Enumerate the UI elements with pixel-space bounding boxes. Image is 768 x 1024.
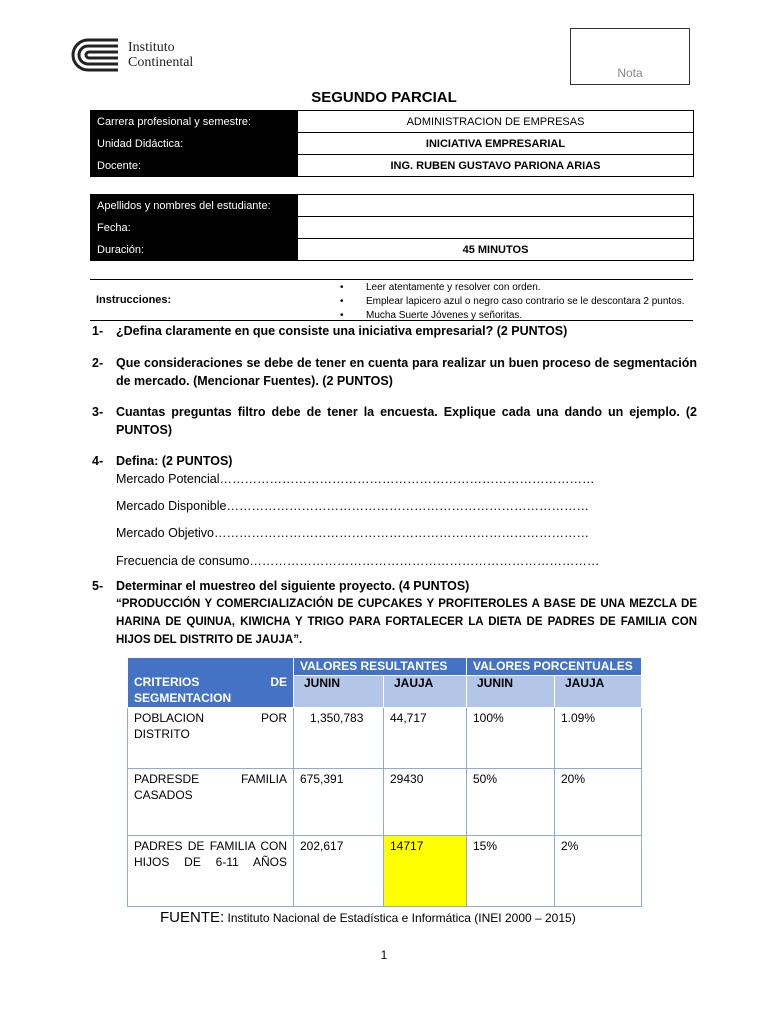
definition-potential: Mercado Potencial……………………………………………………………………………… [116,472,595,486]
student-name-label: Apellidos y nombres del estudiante: [91,195,298,217]
career-label: Carrera profesional y semestre: [91,111,298,133]
col-header-junin-pct: JUNIN [467,676,555,708]
table-row [91,217,694,239]
exam-title: SEGUNDO PARCIAL [311,89,457,106]
criterion-cell: POBLACION POR DISTRITO [128,708,294,769]
col-header-jauja-pct: JAUJA [555,676,642,708]
question-number: 2- [92,356,104,370]
list-item: • Leer atentamente y resolver con orden. [340,281,685,295]
question-4 [92,452,697,470]
table-row [128,708,642,769]
table-row [128,769,642,836]
question-text: ¿Defina claramente en que consiste una iniciativa empresarial? (2 PUNTOS) [116,324,568,338]
grade-box [570,28,690,85]
student-name-field[interactable] [298,195,694,217]
institution-logo [68,36,193,74]
definition-target: Mercado Objetivo……………………………………………………………………………… [116,526,589,540]
student-info-table [90,194,694,261]
question-text: Defina: (2 PUNTOS) [116,454,233,468]
duration-value: 45 MINUTOS [298,239,694,261]
value-cell: 29430 [384,769,467,836]
instructions-block [90,279,693,321]
question-5 [92,577,697,649]
institution-name: Instituto Continental [128,40,194,70]
course-info-table [90,110,694,177]
definition-frequency: Frecuencia de consumo………………………………………………………………………… [116,554,600,568]
value-cell: 1,350,783 [294,708,384,769]
col-header-junin: JUNIN [294,676,384,708]
teacher-value: ING. RUBEN GUSTAVO PARIONA ARIAS [298,155,694,177]
list-item: • Emplear lapicero azul o negro caso contrario se le descontara 2 puntos. [340,295,685,309]
instructions-list [340,281,685,323]
question-3 [92,403,697,439]
value-cell: 50% [467,769,555,836]
table-header-row [128,658,642,676]
value-cell: 202,617 [294,836,384,907]
teacher-label: Docente: [91,155,298,177]
source-label: FUENTE: [160,909,225,926]
segmentation-table [127,657,642,907]
source-text: Instituto Nacional de Estadística e Informática (INEI 2000 – 2015) [227,911,576,925]
duration-label: Duración: [91,239,298,261]
source-note [160,909,576,926]
question-number: 4- [92,454,104,468]
page-number: 1 [380,948,388,962]
question-text: Cuantas preguntas filtro debe de tener la encuesta. Explique cada una dando un ejemplo. (2 PUNTOS) [116,405,697,437]
criterion-cell: PADRESDE FAMILIA CASADOS [128,769,294,836]
question-number: 5- [92,579,104,593]
criterion-cell: PADRES DE FAMILIA CON HIJOS DE 6-11 AÑOS [128,836,294,907]
table-row [91,133,694,155]
question-1 [92,322,697,340]
value-cell: 675,391 [294,769,384,836]
grade-label: Nota [617,66,643,80]
instructions-label: Instrucciones: [96,294,172,306]
results-group-header: VALORES RESULTANTES [294,658,467,676]
date-label: Fecha: [91,217,298,239]
question-number: 3- [92,405,104,419]
table-row [128,836,642,907]
definition-available: Mercado Disponible…………………………………………………………………………… [116,499,589,513]
question-text: Determinar el muestreo del siguiente proyecto. (4 PUNTOS) [116,579,470,593]
unit-label: Unidad Didáctica: [91,133,298,155]
value-cell: 20% [555,769,642,836]
continental-logo-icon [68,36,120,74]
table-row [91,155,694,177]
list-item: • Mucha Suerte Jóvenes y señoritas. [340,309,685,323]
criteria-header: CRITERIOS DE SEGMENTACION [128,658,294,708]
table-row [91,239,694,261]
value-cell: 100% [467,708,555,769]
question-2 [92,354,697,390]
value-cell: 1.09% [555,708,642,769]
value-cell: 2% [555,836,642,907]
date-field[interactable] [298,217,694,239]
unit-value: INICIATIVA EMPRESARIAL [298,133,694,155]
table-row [91,195,694,217]
question-number: 1- [92,324,104,338]
value-cell: 15% [467,836,555,907]
question-text: Que consideraciones se debe de tener en cuenta para realizar un buen proceso de segmentación de mercado. (Mencionar Fuentes). (2 PUNTOS) [116,356,697,388]
percentages-group-header: VALORES PORCENTUALES [467,658,642,676]
value-cell: 44,717 [384,708,467,769]
project-title: “PRODUCCIÓN Y COMERCIALIZACIÓN DE CUPCAKES Y PROFITEROLES A BASE DE UNA MEZCLA DE HARINA DE QUINUA, KIWICHA Y TRIGO PARA FORTALECER LA DIETA DE PADRES DE FAMILIA CON HIJOS DEL DISTRITO DE JAUJA”. [116,598,697,646]
career-value: ADMINISTRACION DE EMPRESAS [298,111,694,133]
col-header-jauja: JAUJA [384,676,467,708]
highlighted-value-cell: 14717 [384,836,467,907]
table-row [91,111,694,133]
